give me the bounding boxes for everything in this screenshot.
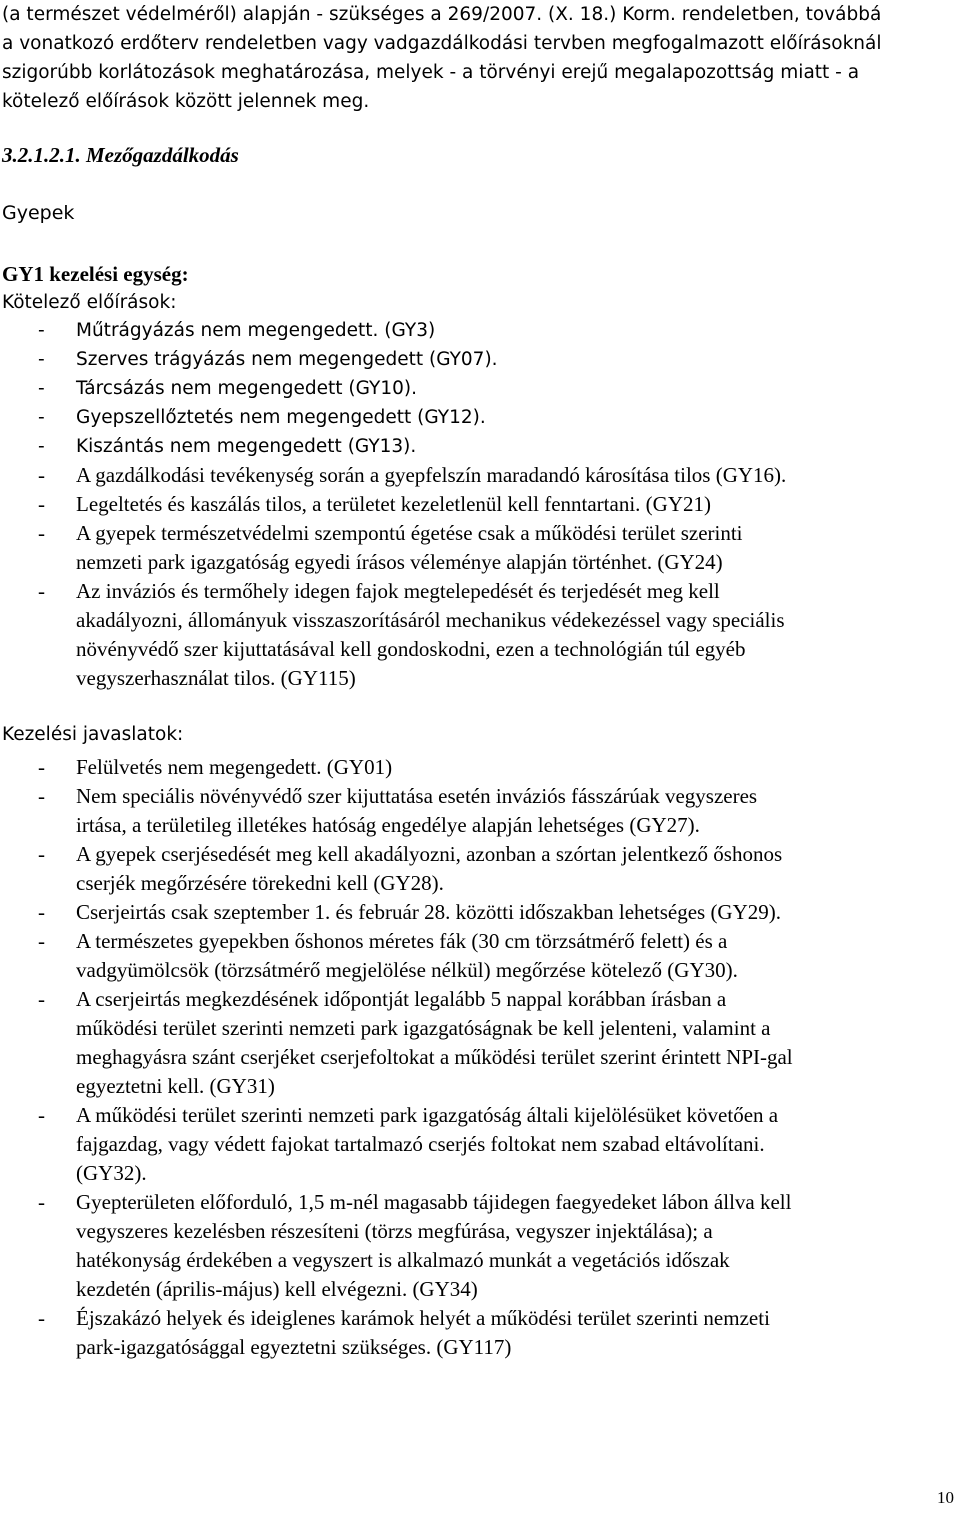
list-item-line: vadgyümölcsök (törzsátmérő megjelölése nélkül) megőrzése kötelező (GY30).: [76, 958, 738, 982]
list-item: [0, 782, 958, 840]
list-item: [0, 461, 958, 490]
bullet-dash: -: [38, 492, 45, 516]
bullet-dash: -: [38, 987, 45, 1011]
list-item-line: Tárcsázás nem megengedett (GY10).: [76, 378, 417, 399]
list-item-line: cserjék megőrzésére törekedni kell (GY28).: [76, 871, 444, 895]
mandatory-label: Kötelező előírások:: [2, 292, 177, 313]
list-item-line: akadályozni, állományuk visszaszorításáról mechanikus védekezéssel vagy speciális: [76, 608, 785, 632]
list-item-line: vegyszeres kezelésben részesíteni (törzs megfúrása, vegyszer injektálása); a: [76, 1219, 713, 1243]
list-item: [0, 403, 958, 432]
list-item-line: (GY32).: [76, 1161, 147, 1185]
list-item-line: A természetes gyepekben őshonos méretes fák (30 cm törzsátmérő felett) és a: [76, 929, 728, 953]
bullet-dash: -: [38, 842, 45, 866]
bullet-dash: -: [38, 320, 45, 341]
subheading: Gyepek: [2, 202, 75, 224]
list-item-line: A gyepek természetvédelmi szempontú égetése csak a működési terület szerinti: [76, 521, 743, 545]
list-item-line: Gyepszellőztetés nem megengedett (GY12).: [76, 407, 486, 428]
intro-line: a vonatkozó erdőterv rendeletben vagy vadgazdálkodási tervben megfogalmazott előírásoknál: [2, 33, 882, 54]
recommend-label: Kezelési javaslatok:: [2, 724, 184, 745]
bullet-dash: -: [38, 1103, 45, 1127]
list-item-line: Legeltetés és kaszálás tilos, a területet kezeletlenül kell fenntartani. (GY21): [76, 492, 711, 516]
list-item: [0, 1101, 958, 1188]
bullet-dash: -: [38, 463, 45, 487]
intro-line: szigorúbb korlátozások meghatározása, melyek - a törvényi erejű megalapozottság miatt - a: [2, 62, 860, 83]
bullet-dash: -: [38, 1306, 45, 1330]
list-item: [0, 432, 958, 461]
list-item-line: növényvédő szer kijuttatásával kell gondoskodni, ezen a technológián túl egyéb: [76, 637, 746, 661]
list-item-line: Műtrágyázás nem megengedett. (GY3): [76, 320, 436, 341]
list-item-line: működési terület szerinti nemzeti park igazgatóságnak be kell jelenteni, valamint a: [76, 1016, 771, 1040]
list-item-line: A működési terület szerinti nemzeti park igazgatóság általi kijelölésüket követően a: [76, 1103, 779, 1127]
list-item: [0, 519, 958, 577]
bullet-dash: -: [38, 436, 45, 457]
list-item-line: nemzeti park igazgatóság egyedi írásos véleménye alapján történhet. (GY24): [76, 550, 723, 574]
bullet-dash: -: [38, 1190, 45, 1214]
page-number: 10: [937, 1488, 954, 1507]
bullet-dash: -: [38, 784, 45, 808]
recommend-list: [0, 753, 958, 1362]
list-item-line: A cserjeirtás megkezdésének időpontját legalább 5 nappal korábban írásban a: [76, 987, 727, 1011]
bullet-dash: -: [38, 407, 45, 428]
list-item-line: fajgazdag, vagy védett fajokat tartalmazó cserjés foltokat nem szabad eltávolítani.: [76, 1132, 765, 1156]
list-item: [0, 490, 958, 519]
list-item: [0, 927, 958, 985]
list-item-line: irtása, a területileg illetékes hatóság engedélye alapján lehetséges (GY27).: [76, 813, 700, 837]
list-item-line: vegyszerhasználat tilos. (GY115): [76, 666, 356, 690]
list-item-line: meghagyásra szánt cserjéket cserjefoltokat a működési terület szerint érintett NPI-gal: [76, 1045, 793, 1069]
bullet-dash: -: [38, 900, 45, 924]
intro-paragraph: [2, 0, 958, 116]
section-heading: 3.2.1.2.1. Mezőgazdálkodás: [2, 143, 239, 167]
list-item: [0, 577, 958, 693]
intro-line: kötelező előírások között jelennek meg.: [2, 91, 370, 112]
list-item: [0, 1304, 958, 1362]
list-item: [0, 898, 958, 927]
bullet-dash: -: [38, 378, 45, 399]
list-item-line: park-igazgatósággal egyeztetni szükséges. (GY117): [76, 1335, 512, 1359]
bullet-dash: -: [38, 579, 45, 603]
list-item: [0, 840, 958, 898]
list-item-line: A gyepek cserjésedését meg kell akadályozni, azonban a szórtan jelentkező őshonos: [76, 842, 783, 866]
list-item-line: Éjszakázó helyek és ideiglenes karámok helyét a működési terület szerinti nemzeti: [76, 1306, 770, 1330]
list-item-line: Gyepterületen előforduló, 1,5 m-nél magasabb tájidegen faegyedeket lábon állva kell: [76, 1190, 792, 1214]
bullet-dash: -: [38, 521, 45, 545]
list-item-line: hatékonyság érdekében a vegyszert is alkalmazó munkát a vegetációs időszak: [76, 1248, 730, 1272]
mandatory-list-serif: [0, 461, 958, 693]
unit-title: GY1 kezelési egység:: [2, 262, 189, 286]
list-item: [0, 1188, 958, 1304]
list-item-line: Kiszántás nem megengedett (GY13).: [76, 436, 417, 457]
list-item-line: Felülvetés nem megengedett. (GY01): [76, 755, 393, 779]
bullet-dash: -: [38, 929, 45, 953]
list-item-line: Szerves trágyázás nem megengedett (GY07).: [76, 349, 498, 370]
list-item-line: Az inváziós és termőhely idegen fajok megtelepedését és terjedését meg kell: [76, 579, 720, 603]
list-item: [0, 985, 958, 1101]
list-item-line: A gazdálkodási tevékenység során a gyepfelszín maradandó károsítása tilos (GY16).: [76, 463, 787, 487]
list-item-line: Nem speciális növényvédő szer kijuttatása esetén inváziós fásszárúak vegyszeres: [76, 784, 758, 808]
intro-line: (a természet védelméről) alapján - szükséges a 269/2007. (X. 18.) Korm. rendeletben, továbbá: [2, 4, 882, 25]
list-item: [0, 374, 958, 403]
bullet-dash: -: [38, 755, 45, 779]
bullet-dash: -: [38, 349, 45, 370]
list-item-line: kezdetén (április-május) kell elvégezni. (GY34): [76, 1277, 478, 1301]
list-item-line: egyeztetni kell. (GY31): [76, 1074, 275, 1098]
list-item: [0, 345, 958, 374]
mandatory-list-sans: [0, 316, 958, 461]
list-item: [0, 316, 958, 345]
list-item-line: Cserjeirtás csak szeptember 1. és február 28. közötti időszakban lehetséges (GY29).: [76, 900, 782, 924]
list-item: [0, 753, 958, 782]
